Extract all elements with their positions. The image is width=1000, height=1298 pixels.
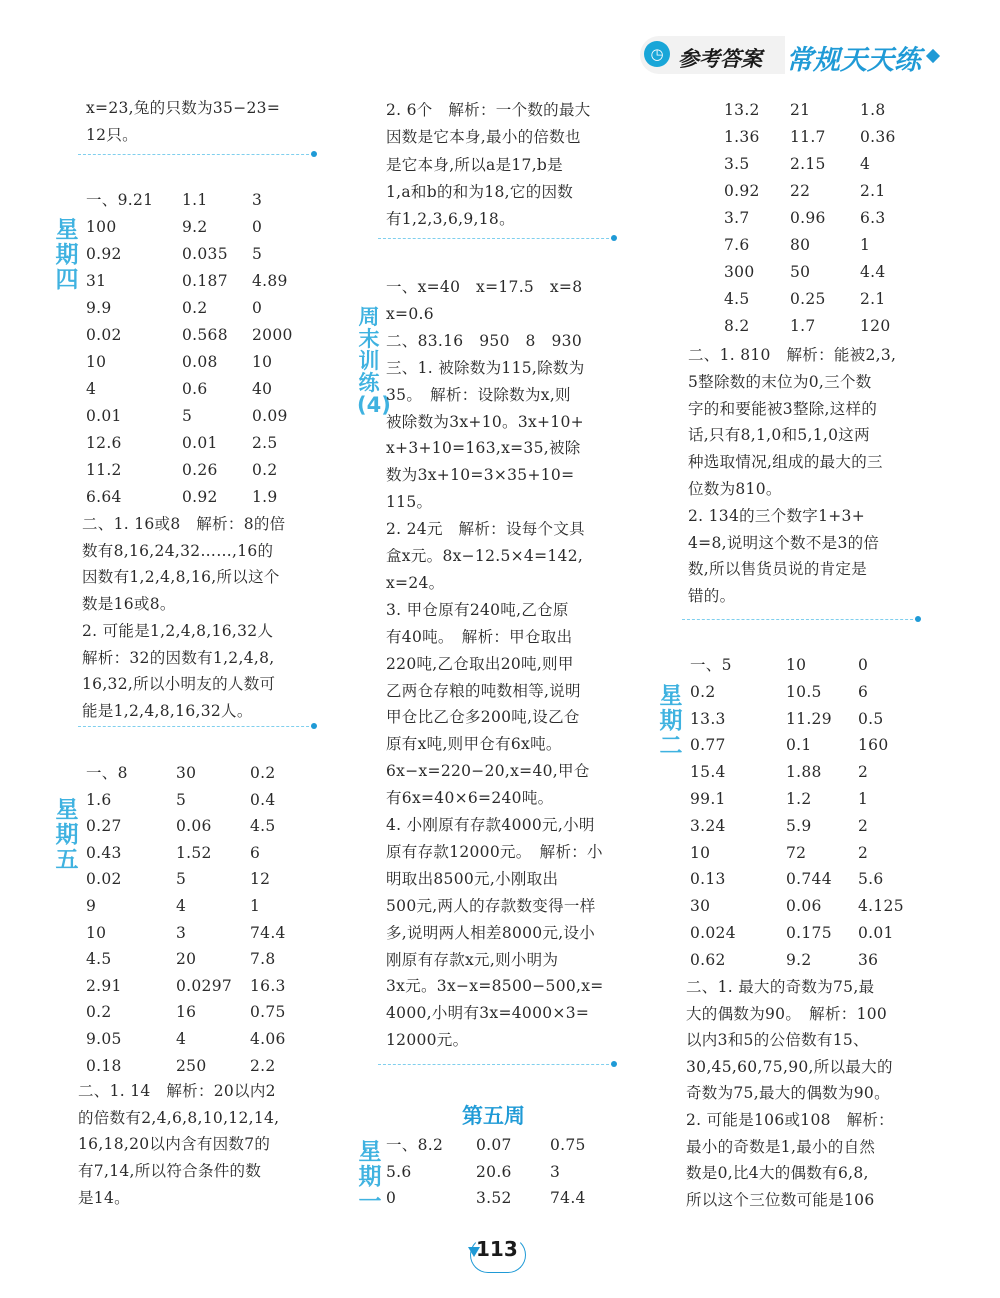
section-tuesday: 星期二 bbox=[659, 683, 683, 759]
answer-cell: 0.568 bbox=[182, 326, 228, 344]
text-line: 1,a和b的和为18,它的因数 bbox=[386, 182, 574, 201]
text-line: 3. 甲仓原有240吨,乙仓原 bbox=[386, 600, 569, 619]
answer-cell: 0.06 bbox=[176, 817, 212, 836]
text-line: 盒x元。8x−12.5×4=142, bbox=[386, 547, 584, 565]
answer-cell: 12 bbox=[250, 870, 271, 889]
text-line: 大的偶数为90。 解析：100 bbox=[686, 1004, 888, 1023]
answer-cell: 0.0297 bbox=[176, 976, 233, 995]
answer-cell: 2.2 bbox=[250, 1056, 276, 1075]
answer-cell: 0.035 bbox=[182, 245, 228, 263]
text-line: 12000元。 bbox=[386, 1031, 469, 1050]
answer-cell: 16 bbox=[176, 1003, 197, 1022]
text-line: 有7,14,所以符合条件的数 bbox=[78, 1162, 262, 1181]
answer-cell: 10 bbox=[252, 353, 273, 371]
answer-cell: 1 bbox=[250, 897, 261, 915]
clock-icon: ◷ bbox=[644, 41, 670, 67]
answer-cell: 4.5 bbox=[86, 950, 112, 969]
answer-cell: 0.02 bbox=[86, 870, 122, 889]
text-line: 能是1,2,4,8,16,32人。 bbox=[82, 701, 253, 720]
text-line: 16,18,20以内含有因数7的 bbox=[78, 1135, 271, 1154]
answer-cell: 10 bbox=[786, 656, 807, 674]
text-line: 原有存款12000元。 解析：小 bbox=[386, 842, 603, 861]
answer-cell: 0.07 bbox=[476, 1136, 512, 1154]
answer-cell: 5 bbox=[176, 790, 187, 809]
answer-cell: 8.2 bbox=[724, 317, 750, 335]
answer-cell: 0.75 bbox=[550, 1136, 586, 1154]
answer-cell: 0 bbox=[858, 656, 869, 674]
text-line: 原有x吨,则甲仓有6x吨。 bbox=[386, 735, 562, 754]
answer-cell: 2.15 bbox=[790, 155, 826, 173]
answer-cell: 0.4 bbox=[250, 790, 276, 809]
answer-cell: 5 bbox=[182, 407, 193, 425]
text-line: 奇数为75,最大的偶数为90。 bbox=[686, 1084, 890, 1103]
answer-cell: 2 bbox=[858, 843, 869, 862]
answer-cell: 10 bbox=[690, 843, 711, 862]
text-line: 2. 6个 解析：一个数的最大 bbox=[386, 101, 591, 119]
text-line: 以内3和5的公倍数有15、 bbox=[686, 1031, 869, 1050]
answer-cell: 0.5 bbox=[858, 709, 884, 728]
section-divider bbox=[378, 238, 614, 239]
section-monday: 星期一 bbox=[358, 1139, 382, 1215]
week-title: 第五周 bbox=[462, 1104, 525, 1128]
text-line: 乙两仓存粮的吨数相等,说明 bbox=[386, 681, 581, 700]
answer-cell: 0.13 bbox=[690, 870, 726, 889]
answer-cell: 5.6 bbox=[386, 1162, 412, 1181]
answer-cell: 9.2 bbox=[182, 218, 208, 236]
text-line: 有40吨。 解析：甲仓取出 bbox=[386, 627, 573, 646]
answer-cell: 0.36 bbox=[860, 128, 896, 146]
answer-cell: 80 bbox=[790, 236, 811, 254]
answer-cell: 72 bbox=[786, 843, 807, 862]
answer-cell: 7.6 bbox=[724, 236, 750, 254]
text-line: 5整除数的末位为0,三个数 bbox=[688, 372, 872, 391]
answer-cell: 0.2 bbox=[252, 461, 278, 479]
text-line: 30,45,60,75,90,所以最大的 bbox=[686, 1057, 893, 1076]
answer-cell: 0.024 bbox=[690, 924, 736, 942]
text-line: 位数为810。 bbox=[688, 480, 782, 498]
answer-cell: 一、8 bbox=[86, 764, 128, 782]
answer-cell: 16.3 bbox=[250, 976, 286, 995]
answer-cell: 6 bbox=[250, 843, 261, 862]
text-line: 4. 小刚原有存款4000元,小明 bbox=[386, 816, 595, 834]
answer-cell: 1.88 bbox=[786, 763, 822, 782]
section-divider bbox=[682, 619, 918, 620]
answer-cell: 30 bbox=[176, 764, 197, 782]
answer-cell: 0.187 bbox=[182, 272, 228, 290]
answer-cell: 3.52 bbox=[476, 1189, 512, 1207]
answer-cell: 2.1 bbox=[860, 290, 886, 308]
text-line: 数,所以售货员说的肯定是 bbox=[688, 560, 868, 579]
answer-cell: 9.05 bbox=[86, 1030, 122, 1048]
section-thursday: 星期四 bbox=[55, 217, 79, 293]
answer-cell: 100 bbox=[86, 218, 117, 236]
text-line: 种选取情况,组成的最大的三 bbox=[688, 453, 883, 472]
answer-cell: 300 bbox=[724, 263, 755, 281]
text-line: 220吨,乙仓取出20吨,则甲 bbox=[386, 654, 574, 673]
answer-cell: 99.1 bbox=[690, 790, 726, 808]
answer-cell: 1.7 bbox=[790, 317, 816, 335]
answer-cell: 4.125 bbox=[858, 897, 904, 916]
text-line: 二、1. 14 解析：20以内2 bbox=[78, 1082, 276, 1100]
text-line: 话,只有8,1,0和5,1,0这两 bbox=[688, 426, 870, 445]
section-divider bbox=[78, 726, 314, 727]
answer-cell: 1 bbox=[858, 790, 869, 808]
text-line: 二、1. 810 解析：能被2,3, bbox=[688, 346, 897, 364]
answer-cell: 0 bbox=[252, 299, 263, 317]
section-divider bbox=[78, 154, 314, 155]
answer-cell: 0.01 bbox=[858, 924, 894, 942]
text-line: 16,32,所以小明友的人数可 bbox=[82, 675, 276, 694]
answer-cell: 74.4 bbox=[250, 923, 286, 942]
text-line: x=0.6 bbox=[386, 304, 434, 323]
answer-cell: 40 bbox=[252, 380, 273, 398]
text-line: 二、83.16 950 8 930 bbox=[386, 331, 583, 350]
answer-cell: 4 bbox=[86, 380, 97, 398]
text-line: 6x−x=220−20,x=40,甲仓 bbox=[386, 762, 590, 781]
answer-cell: 31 bbox=[86, 272, 107, 290]
answer-cell: 一、9.21 bbox=[86, 191, 154, 209]
text-line: 数为3x+10=3×35+10= bbox=[386, 466, 575, 485]
answer-cell: 0.92 bbox=[724, 182, 760, 200]
answer-cell: 9 bbox=[86, 897, 97, 915]
header-label-answers: 参考答案 bbox=[678, 47, 762, 71]
text-line: 115。 bbox=[386, 493, 433, 512]
answer-cell: 4 bbox=[860, 155, 871, 173]
answer-cell: 0.25 bbox=[790, 290, 826, 308]
answer-cell: 11.7 bbox=[790, 128, 826, 146]
answer-cell: 160 bbox=[858, 736, 889, 755]
answer-cell: 0.18 bbox=[86, 1056, 122, 1075]
text-line: 2. 可能是106或108 解析： bbox=[686, 1111, 894, 1129]
answer-cell: 5.6 bbox=[858, 870, 884, 889]
answer-cell: 5.9 bbox=[786, 816, 812, 835]
answer-cell: 3.5 bbox=[724, 155, 750, 173]
answer-cell: 1.1 bbox=[182, 191, 208, 209]
text-line: x=24。 bbox=[386, 573, 445, 592]
answer-cell: 4.4 bbox=[860, 263, 886, 281]
text-line: 因数是它本身,最小的倍数也 bbox=[386, 128, 581, 147]
text-line: 字的和要能被3整除,这样的 bbox=[688, 399, 878, 418]
answer-cell: 0.43 bbox=[86, 843, 122, 862]
text-line: 所以这个三位数可能是106 bbox=[686, 1190, 875, 1209]
answer-cell: 0.08 bbox=[182, 353, 218, 371]
text-line: 12只。 bbox=[86, 126, 138, 144]
section-friday: 星期五 bbox=[55, 797, 79, 873]
answer-cell: 2.5 bbox=[252, 434, 278, 452]
text-line: x+3+10=163,x=35,被除 bbox=[386, 439, 581, 458]
text-line: 三、1. 被除数为115,除数为 bbox=[386, 358, 585, 377]
answer-cell: 0.2 bbox=[86, 1003, 112, 1022]
answer-cell: 3 bbox=[550, 1162, 561, 1181]
answer-cell: 2 bbox=[858, 816, 869, 835]
answer-cell: 11.29 bbox=[786, 709, 832, 728]
answer-cell: 10.5 bbox=[786, 682, 822, 701]
text-line: 数是16或8。 bbox=[82, 595, 176, 614]
answer-cell: 1.2 bbox=[786, 790, 812, 808]
section-weekend: 周末训练(4) bbox=[357, 305, 391, 417]
answer-cell: 1 bbox=[860, 236, 871, 254]
text-line: 刚原有存款x元,则小明为 bbox=[386, 950, 559, 969]
text-line: 甲仓比乙仓多200吨,设乙仓 bbox=[386, 708, 580, 727]
answer-cell: 0.92 bbox=[182, 488, 218, 506]
answer-cell: 0.09 bbox=[252, 407, 288, 425]
answer-cell: 20.6 bbox=[476, 1162, 512, 1181]
text-line: 2. 可能是1,2,4,8,16,32人 bbox=[82, 621, 274, 640]
text-line: 是14。 bbox=[78, 1188, 130, 1207]
answer-cell: 9.2 bbox=[786, 950, 812, 969]
answer-cell: 6 bbox=[858, 682, 869, 701]
diamond-icon bbox=[926, 49, 940, 63]
answer-cell: 74.4 bbox=[550, 1189, 586, 1207]
answer-cell: 0.01 bbox=[86, 407, 122, 425]
answer-cell: 0.2 bbox=[250, 764, 276, 782]
answer-cell: 5 bbox=[252, 245, 263, 263]
answer-cell: 6.64 bbox=[86, 488, 122, 506]
answer-cell: 0.92 bbox=[86, 245, 122, 263]
text-line: 有6x=40×6=240吨。 bbox=[386, 789, 554, 808]
answer-cell: 0.01 bbox=[182, 434, 218, 452]
text-line: 35。 解析：设除数为x,则 bbox=[386, 385, 571, 404]
text-line: 数是0,比4大的偶数有6,8, bbox=[686, 1164, 869, 1183]
text-line: 错的。 bbox=[688, 587, 736, 606]
answer-cell: 6.3 bbox=[860, 209, 886, 227]
text-line: 解析：32的因数有1,2,4,8, bbox=[82, 648, 275, 667]
answer-cell: 4.89 bbox=[252, 272, 288, 290]
answer-cell: 0.62 bbox=[690, 950, 726, 969]
text-line: x=23,兔的只数为35−23= bbox=[86, 99, 281, 117]
answer-cell: 10 bbox=[86, 923, 107, 942]
text-line: 2. 24元 解析：设每个文具 bbox=[386, 520, 585, 539]
text-line: 数有8,16,24,32……,16的 bbox=[82, 541, 274, 560]
answer-cell: 0.744 bbox=[786, 870, 832, 889]
answer-cell: 9.9 bbox=[86, 299, 112, 317]
text-line: 500元,两人的存款数变得一样 bbox=[386, 896, 596, 915]
text-line: 最小的奇数是1,最小的自然 bbox=[686, 1137, 876, 1156]
text-line: 有1,2,3,6,9,18。 bbox=[386, 210, 515, 229]
answer-cell: 一、8.2 bbox=[386, 1136, 444, 1154]
answer-cell: 0.06 bbox=[786, 897, 822, 916]
answer-cell: 50 bbox=[790, 263, 811, 281]
answer-cell: 7.8 bbox=[250, 950, 276, 969]
text-line: 明取出8500元,小刚取出 bbox=[386, 869, 559, 888]
answer-cell: 0.175 bbox=[786, 924, 832, 942]
text-line: 3x元。3x−x=8500−500,x= bbox=[386, 977, 604, 996]
answer-cell: 0.27 bbox=[86, 817, 122, 836]
answer-cell: 2000 bbox=[252, 326, 293, 344]
answer-cell: 13.2 bbox=[724, 101, 760, 119]
answer-cell: 2.1 bbox=[860, 182, 886, 200]
answer-cell: 3.7 bbox=[724, 209, 750, 227]
page-number: 113 bbox=[476, 1237, 520, 1267]
answer-cell: 5 bbox=[176, 870, 187, 889]
answer-cell: 13.3 bbox=[690, 709, 726, 728]
answer-cell: 21 bbox=[790, 101, 811, 119]
answer-cell: 1.9 bbox=[252, 488, 278, 506]
text-line: 4=8,说明这个数不是3的倍 bbox=[688, 533, 880, 552]
answer-cell: 3 bbox=[176, 923, 187, 942]
text-line: 多,说明两人相差8000元,设小 bbox=[386, 923, 596, 942]
answer-cell: 22 bbox=[790, 182, 811, 200]
answer-cell: 0.2 bbox=[690, 682, 716, 701]
answer-cell: 15.4 bbox=[690, 763, 726, 782]
header-label-series: 常规天天练 bbox=[786, 45, 921, 76]
answer-cell: 0.77 bbox=[690, 736, 726, 755]
answer-cell: 2 bbox=[858, 763, 869, 782]
answer-cell: 0.96 bbox=[790, 209, 826, 227]
answer-cell: 12.6 bbox=[86, 434, 122, 452]
text-line: 一、x=40 x=17.5 x=8 bbox=[386, 278, 583, 296]
answer-cell: 20 bbox=[176, 950, 197, 969]
text-line: 因数有1,2,4,8,16,所以这个 bbox=[82, 568, 280, 587]
text-line: 被除数为3x+10。3x+10+ bbox=[386, 412, 584, 431]
answer-cell: 30 bbox=[690, 897, 711, 916]
text-line: 2. 134的三个数字1+3+ bbox=[688, 506, 865, 525]
answer-cell: 1.52 bbox=[176, 843, 212, 862]
answer-cell: 36 bbox=[858, 950, 879, 969]
answer-cell: 11.2 bbox=[86, 461, 122, 479]
answer-cell: 3 bbox=[252, 191, 263, 209]
answer-cell: 2.91 bbox=[86, 976, 122, 995]
answer-cell: 4 bbox=[176, 1030, 187, 1048]
text-line: 4000,小明有3x=4000×3= bbox=[386, 1004, 590, 1023]
answer-cell: 0.1 bbox=[786, 736, 812, 755]
answer-cell: 1.36 bbox=[724, 128, 760, 146]
text-line: 二、1. 最大的奇数为75,最 bbox=[686, 978, 875, 996]
text-line: 的倍数有2,4,6,8,10,12,14, bbox=[78, 1108, 280, 1127]
answer-cell: 4.06 bbox=[250, 1030, 286, 1048]
answer-cell: 0.02 bbox=[86, 326, 122, 344]
answer-cell: 0.26 bbox=[182, 461, 218, 479]
answer-cell: 3.24 bbox=[690, 816, 726, 835]
answer-cell: 1.8 bbox=[860, 101, 886, 119]
answer-cell: 0.75 bbox=[250, 1003, 286, 1022]
answer-cell: 250 bbox=[176, 1056, 207, 1075]
answer-cell: 4 bbox=[176, 897, 187, 915]
text-line: 是它本身,所以a是17,b是 bbox=[386, 155, 563, 174]
answer-cell: 0 bbox=[386, 1189, 397, 1207]
answer-cell: 1.6 bbox=[86, 790, 112, 809]
answer-cell: 0.2 bbox=[182, 299, 208, 317]
answer-cell: 0 bbox=[252, 218, 263, 236]
text-line: 二、1. 16或8 解析：8的倍 bbox=[82, 515, 286, 533]
section-divider bbox=[378, 1064, 614, 1065]
answer-cell: 4.5 bbox=[250, 817, 276, 836]
answer-cell: 0.6 bbox=[182, 380, 208, 398]
answer-cell: 4.5 bbox=[724, 290, 750, 308]
answer-cell: 120 bbox=[860, 317, 891, 335]
answer-cell: 一、5 bbox=[690, 656, 732, 674]
answer-cell: 10 bbox=[86, 353, 107, 371]
